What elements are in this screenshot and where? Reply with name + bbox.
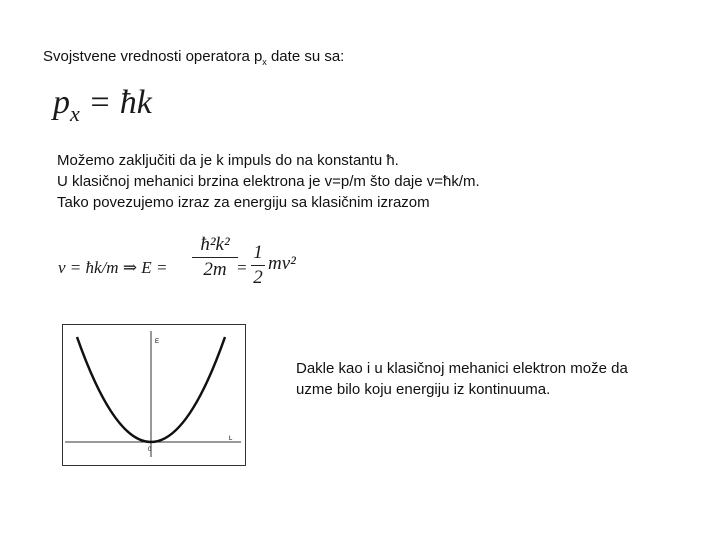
paragraph-line: Tako povezujemo izraz za energiju sa klasičnim izrazom: [57, 194, 430, 211]
fraction-bar: [251, 265, 265, 266]
paragraph-line: Možemo zaključiti da je k impuls do na konstantu ħ.: [57, 152, 399, 169]
fraction-numerator: 1: [253, 242, 263, 263]
explanation-paragraph: [57, 150, 480, 213]
fraction-bar: [192, 257, 238, 258]
paragraph-line: U klasičnoj mehanici brzina elektrona je v=p/m što daje v=ħk/m.: [57, 173, 480, 190]
fraction-half: [251, 242, 265, 289]
fraction-denominator: 2m: [203, 259, 227, 280]
origin-label: 0: [148, 447, 152, 453]
formula-lhs-subscript: x: [70, 101, 80, 126]
formula-lhs: p: [53, 84, 70, 121]
eigenvalue-formula: [53, 84, 152, 127]
conclusion-line: Dakle kao i u klasičnoj mehanici elektron može da: [296, 360, 628, 377]
parabola-plot: [63, 325, 245, 465]
fraction-numerator: ħ²k²: [200, 234, 230, 255]
intro-tail: date su sa:: [266, 48, 345, 65]
x-axis-label: L: [229, 436, 233, 442]
energy-formula-equals: =: [236, 258, 248, 277]
energy-formula-right: mv²: [268, 253, 296, 274]
energy-formula: [58, 234, 318, 290]
fraction-denominator: 2: [253, 267, 263, 288]
fraction-kinetic: [192, 234, 238, 281]
conclusion-line: uzme bilo koju energiju iz kontinuuma.: [296, 381, 551, 398]
energy-formula-left: v = ħk/m ⇒ E =: [58, 258, 168, 277]
intro-main: Svojstvene vrednosti operatora p: [43, 48, 263, 65]
y-axis-label: E: [155, 339, 160, 345]
conclusion-text: [296, 358, 628, 400]
intro-text: [43, 48, 344, 67]
parabola-graph: [62, 324, 246, 466]
formula-rhs: = ħk: [88, 84, 152, 121]
intro-subscript: x: [262, 57, 267, 67]
